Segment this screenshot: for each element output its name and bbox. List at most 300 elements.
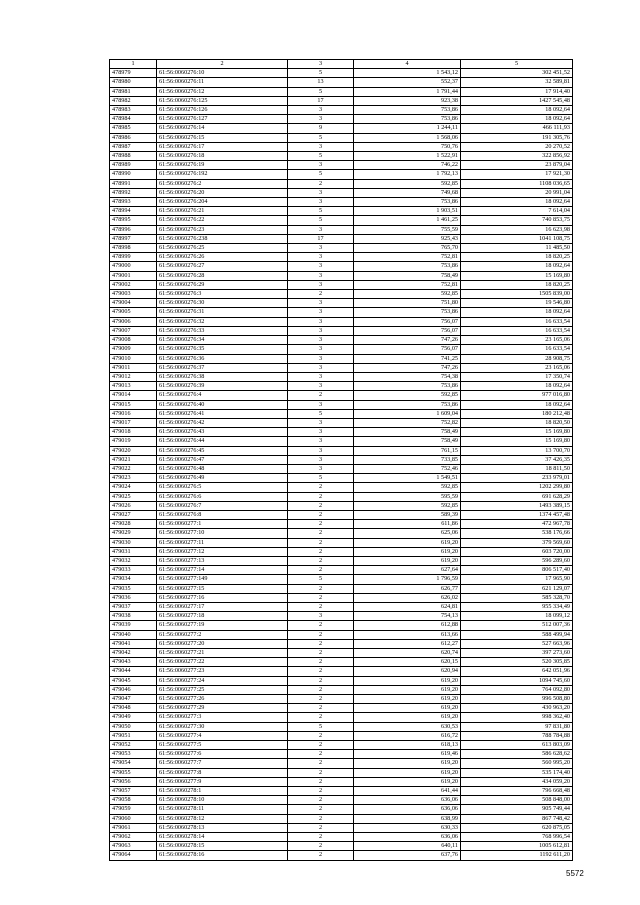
table-cell: 3 [288,363,354,372]
table-cell: 592,85 [354,290,461,299]
table-row [110,253,573,262]
table-cell: 1005 612,81 [461,842,573,851]
table-cell: 479046 [110,685,157,694]
table-cell: 478987 [110,142,157,151]
table-cell: 479023 [110,474,157,483]
table-cell: 3 [288,345,354,354]
table-cell: 18 820,25 [461,253,573,262]
table-cell: 479028 [110,520,157,529]
table-cell: 61:56:0060276:14 [157,124,288,133]
table-row [110,345,573,354]
table-cell: 642 051,96 [461,667,573,676]
table-cell: 1 543,12 [354,69,461,78]
table-cell: 233 979,01 [461,474,573,483]
table-cell: 17 350,74 [461,372,573,381]
table-cell: 61:56:0060277:10 [157,529,288,538]
table-cell: 619,20 [354,759,461,768]
table-row [110,446,573,455]
table-row [110,142,573,151]
table-cell: 796 668,48 [461,787,573,796]
table-cell: 3 [288,115,354,124]
table-row [110,602,573,611]
table-cell: 3 [288,308,354,317]
table-cell: 619,20 [354,695,461,704]
table-cell: 479060 [110,814,157,823]
table-cell: 61:56:0060277:16 [157,593,288,602]
table-cell: 3 [288,280,354,289]
table-cell: 23 879,04 [461,161,573,170]
table-cell: 61:56:0060277:18 [157,612,288,621]
table-cell: 479022 [110,464,157,473]
table-row [110,483,573,492]
table-cell: 479032 [110,556,157,565]
table-cell: 61:56:0060277:5 [157,741,288,750]
table-cell: 17 921,30 [461,170,573,179]
table-cell: 61:56:0060276:26 [157,253,288,262]
table-cell: 1 549,51 [354,474,461,483]
table-cell: 747,26 [354,336,461,345]
table-cell: 472 967,78 [461,520,573,529]
table-cell: 1 461,25 [354,216,461,225]
table-cell: 61:56:0060276:32 [157,317,288,326]
table-cell: 478986 [110,133,157,142]
table-row [110,188,573,197]
table-cell: 479047 [110,695,157,704]
table-cell: 32 589,81 [461,78,573,87]
table-cell: 5 [288,216,354,225]
table-cell: 752,81 [354,253,461,262]
table-cell: 479007 [110,326,157,335]
table-cell: 479006 [110,317,157,326]
table-cell: 61:56:0060276:35 [157,345,288,354]
table-cell: 28 908,75 [461,354,573,363]
table-cell: 61:56:0060277:23 [157,667,288,676]
table-row [110,805,573,814]
table-cell: 61:56:0060277:1 [157,520,288,529]
table-row [110,713,573,722]
table-cell: 61:56:0060277:20 [157,639,288,648]
table-row [110,170,573,179]
table-cell: 61:56:0060276:23 [157,225,288,234]
table-row [110,556,573,565]
table-row [110,833,573,842]
table-cell: 788 784,88 [461,731,573,740]
table-cell: 752,81 [354,280,461,289]
page-number: 5572 [566,869,584,878]
table-cell: 61:56:0060276:42 [157,418,288,427]
table-row [110,474,573,483]
table-cell: 758,49 [354,437,461,446]
table-cell: 61:56:0060276:126 [157,106,288,115]
table-cell: 923,38 [354,96,461,105]
table-cell: 595,59 [354,492,461,501]
table-cell: 479015 [110,400,157,409]
header-row [110,60,573,69]
table-row [110,796,573,805]
table-cell: 624,81 [354,602,461,611]
table-cell: 2 [288,520,354,529]
table-cell: 479000 [110,262,157,271]
table-cell: 479012 [110,372,157,381]
table-cell: 479013 [110,382,157,391]
table-cell: 753,86 [354,400,461,409]
table-row [110,152,573,161]
table-cell: 61:56:0060278:16 [157,851,288,860]
table-cell: 2 [288,805,354,814]
table-cell: 2 [288,851,354,860]
table-cell: 619,20 [354,713,461,722]
table-cell: 61:56:0060278:11 [157,805,288,814]
table-cell: 61:56:0060276:2 [157,179,288,188]
table-cell: 479036 [110,593,157,602]
table-cell: 596 289,60 [461,556,573,565]
table-cell: 478981 [110,87,157,96]
table-cell: 2 [288,510,354,519]
table-cell: 478983 [110,106,157,115]
table-cell: 3 [288,336,354,345]
table-cell: 479054 [110,759,157,768]
table-cell: 755,59 [354,225,461,234]
table-cell: 2 [288,750,354,759]
table-cell: 2 [288,593,354,602]
table-cell: 478994 [110,207,157,216]
table-row [110,639,573,648]
table-cell: 2 [288,658,354,667]
table-cell: 61:56:0060278:15 [157,842,288,851]
table-cell: 18 820,25 [461,280,573,289]
table-cell: 753,86 [354,308,461,317]
table-row [110,814,573,823]
table-row [110,262,573,271]
table-cell: 520 305,85 [461,658,573,667]
table-cell: 2 [288,741,354,750]
table-cell: 538 176,66 [461,529,573,538]
table-row [110,667,573,676]
table-cell: 3 [288,225,354,234]
table-cell: 15 169,80 [461,437,573,446]
table-cell: 23 165,06 [461,363,573,372]
table-cell: 61:56:0060276:7 [157,501,288,510]
table-cell: 977 016,80 [461,391,573,400]
table-cell: 379 569,60 [461,538,573,547]
table-cell: 61:56:0060276:18 [157,152,288,161]
table-cell: 479010 [110,354,157,363]
table-cell: 479048 [110,704,157,713]
table-row [110,326,573,335]
table-cell: 7 614,04 [461,207,573,216]
table-cell: 61:56:0060276:11 [157,78,288,87]
table-cell: 2 [288,483,354,492]
table-cell: 479021 [110,455,157,464]
table-cell: 1041 108,75 [461,234,573,243]
table-row [110,207,573,216]
table-cell: 2 [288,649,354,658]
table-cell: 15 169,80 [461,428,573,437]
table-cell: 749,68 [354,188,461,197]
table-cell: 592,85 [354,501,461,510]
table-cell: 479055 [110,768,157,777]
table-cell: 479051 [110,731,157,740]
table-cell: 585 328,70 [461,593,573,602]
table-cell: 1094 745,60 [461,676,573,685]
table-cell: 18 092,64 [461,106,573,115]
table-row [110,593,573,602]
table-row [110,244,573,253]
table-cell: 2 [288,842,354,851]
table-row [110,510,573,519]
table-cell: 37 426,35 [461,455,573,464]
table-cell: 754,38 [354,372,461,381]
table-row [110,391,573,400]
table-cell: 18 820,50 [461,418,573,427]
table-row [110,216,573,225]
data-table-container [109,59,572,861]
table-cell: 2 [288,759,354,768]
table-row [110,161,573,170]
table-cell: 2 [288,538,354,547]
table-cell: 61:56:0060277:3 [157,713,288,722]
table-cell: 478991 [110,179,157,188]
table-cell: 322 856,92 [461,152,573,161]
table-row [110,372,573,381]
table-cell: 479024 [110,483,157,492]
table-cell: 479053 [110,750,157,759]
table-row [110,676,573,685]
table-cell: 478985 [110,124,157,133]
table-cell: 302 451,52 [461,69,573,78]
table-cell: 61:56:0060276:25 [157,244,288,253]
table-cell: 479035 [110,584,157,593]
table-cell: 479063 [110,842,157,851]
table-cell: 3 [288,271,354,280]
table-cell: 3 [288,244,354,253]
table-cell: 3 [288,198,354,207]
table-cell: 61:56:0060276:6 [157,492,288,501]
table-cell: 753,86 [354,262,461,271]
table-row [110,133,573,142]
table-cell: 479018 [110,428,157,437]
table-cell: 552,37 [354,78,461,87]
table-cell: 191 305,76 [461,133,573,142]
table-cell: 479052 [110,741,157,750]
table-cell: 925,43 [354,234,461,243]
table-row [110,336,573,345]
table-row [110,704,573,713]
table-cell: 61:56:0060276:40 [157,400,288,409]
table-cell: 603 720,00 [461,547,573,556]
table-cell: 61:56:0060276:8 [157,510,288,519]
table-cell: 479041 [110,639,157,648]
table-cell: 619,20 [354,547,461,556]
table-cell: 638,99 [354,814,461,823]
table-row [110,575,573,584]
table-cell: 20 270,52 [461,142,573,151]
table-cell: 625,06 [354,529,461,538]
table-cell: 479026 [110,501,157,510]
table-cell: 61:56:0060276:48 [157,464,288,473]
table-cell: 17 965,90 [461,575,573,584]
table-cell: 691 628,29 [461,492,573,501]
table-cell: 479030 [110,538,157,547]
table-cell: 2 [288,787,354,796]
table-cell: 753,86 [354,115,461,124]
table-cell: 61:56:0060276:28 [157,271,288,280]
table-cell: 636,06 [354,796,461,805]
table-cell: 61:56:0060277:24 [157,676,288,685]
table-row [110,529,573,538]
table-row [110,455,573,464]
table-cell: 61:56:0060276:22 [157,216,288,225]
table-cell: 3 [288,418,354,427]
table-cell: 592,85 [354,391,461,400]
header-cell-3: 3 [288,60,354,69]
table-cell: 2 [288,823,354,832]
table-cell: 61:56:0060276:49 [157,474,288,483]
table-cell: 1 522,91 [354,152,461,161]
table-row [110,69,573,78]
table-cell: 2 [288,695,354,704]
table-cell: 753,86 [354,382,461,391]
table-cell: 61:56:0060278:12 [157,814,288,823]
header-cell-1: 1 [110,60,157,69]
table-cell: 479064 [110,851,157,860]
table-cell: 5 [288,87,354,96]
table-cell: 479033 [110,566,157,575]
table-cell: 479056 [110,777,157,786]
table-cell: 61:56:0060276:37 [157,363,288,372]
table-cell: 1 568,06 [354,133,461,142]
table-cell: 2 [288,639,354,648]
table-cell: 3 [288,446,354,455]
table-cell: 478990 [110,170,157,179]
table-row [110,584,573,593]
table-cell: 867 748,42 [461,814,573,823]
table-cell: 430 963,20 [461,704,573,713]
table-cell: 61:56:0060276:4 [157,391,288,400]
table-cell: 752,82 [354,418,461,427]
table-cell: 18 092,64 [461,382,573,391]
table-cell: 61:56:0060276:47 [157,455,288,464]
table-row [110,78,573,87]
table-cell: 479037 [110,602,157,611]
table-cell: 2 [288,391,354,400]
table-cell: 479027 [110,510,157,519]
table-cell: 2 [288,290,354,299]
table-cell: 619,20 [354,704,461,713]
table-cell: 434 059,20 [461,777,573,786]
table-cell: 613 803,09 [461,741,573,750]
table-cell: 61:56:0060277:14 [157,566,288,575]
table-cell: 1374 457,48 [461,510,573,519]
table-cell: 527 663,96 [461,639,573,648]
table-cell: 3 [288,372,354,381]
table-row [110,363,573,372]
table-cell: 3 [288,326,354,335]
table-cell: 1192 611,20 [461,851,573,860]
table-cell: 753,86 [354,198,461,207]
table-cell: 613,66 [354,630,461,639]
table-row [110,630,573,639]
table-cell: 61:56:0060278:10 [157,796,288,805]
table-cell: 61:56:0060277:29 [157,704,288,713]
table-row [110,234,573,243]
table-cell: 2 [288,704,354,713]
table-cell: 619,46 [354,750,461,759]
table-cell: 397 273,60 [461,649,573,658]
table-cell: 61:56:0060276:38 [157,372,288,381]
table-cell: 479002 [110,280,157,289]
table-cell: 2 [288,731,354,740]
table-cell: 61:56:0060276:31 [157,308,288,317]
table-cell: 1 609,04 [354,409,461,418]
table-row [110,271,573,280]
table-cell: 9 [288,124,354,133]
table-row [110,464,573,473]
table-cell: 61:56:0060277:7 [157,759,288,768]
table-cell: 61:56:0060276:17 [157,142,288,151]
table-cell: 1108 036,65 [461,179,573,188]
table-cell: 768 996,54 [461,833,573,842]
table-cell: 61:56:0060276:21 [157,207,288,216]
table-cell: 753,86 [354,106,461,115]
table-cell: 619,20 [354,777,461,786]
table-cell: 5 [288,474,354,483]
table-cell: 13 700,70 [461,446,573,455]
table-cell: 741,25 [354,354,461,363]
table-cell: 61:56:0060277:149 [157,575,288,584]
table-cell: 758,49 [354,271,461,280]
table-cell: 479008 [110,336,157,345]
table-cell: 589,39 [354,510,461,519]
table-row [110,290,573,299]
table-cell: 1427 545,48 [461,96,573,105]
table-cell: 619,20 [354,676,461,685]
table-cell: 466 111,93 [461,124,573,133]
table-cell: 621 129,07 [461,584,573,593]
table-cell: 3 [288,142,354,151]
table-cell: 3 [288,455,354,464]
table-cell: 20 991,04 [461,188,573,197]
table-cell: 180 212,48 [461,409,573,418]
table-cell: 751,80 [354,299,461,308]
table-cell: 61:56:0060276:10 [157,69,288,78]
table-cell: 61:56:0060276:5 [157,483,288,492]
table-cell: 16 623,98 [461,225,573,234]
table-cell: 733,85 [354,455,461,464]
table-cell: 5 [288,207,354,216]
table-cell: 3 [288,382,354,391]
table-cell: 619,20 [354,768,461,777]
table-cell: 5 [288,69,354,78]
table-cell: 620 875,05 [461,823,573,832]
table-row [110,759,573,768]
table-cell: 2 [288,833,354,842]
table-row [110,106,573,115]
table-cell: 61:56:0060277:2 [157,630,288,639]
table-row [110,750,573,759]
table-cell: 616,72 [354,731,461,740]
table-cell: 754,13 [354,612,461,621]
table-cell: 479016 [110,409,157,418]
table-cell: 479034 [110,575,157,584]
table-row [110,179,573,188]
table-cell: 996 508,80 [461,695,573,704]
table-row [110,731,573,740]
table-cell: 756,07 [354,345,461,354]
table-cell: 761,15 [354,446,461,455]
table-cell: 16 633,54 [461,345,573,354]
table-row [110,501,573,510]
